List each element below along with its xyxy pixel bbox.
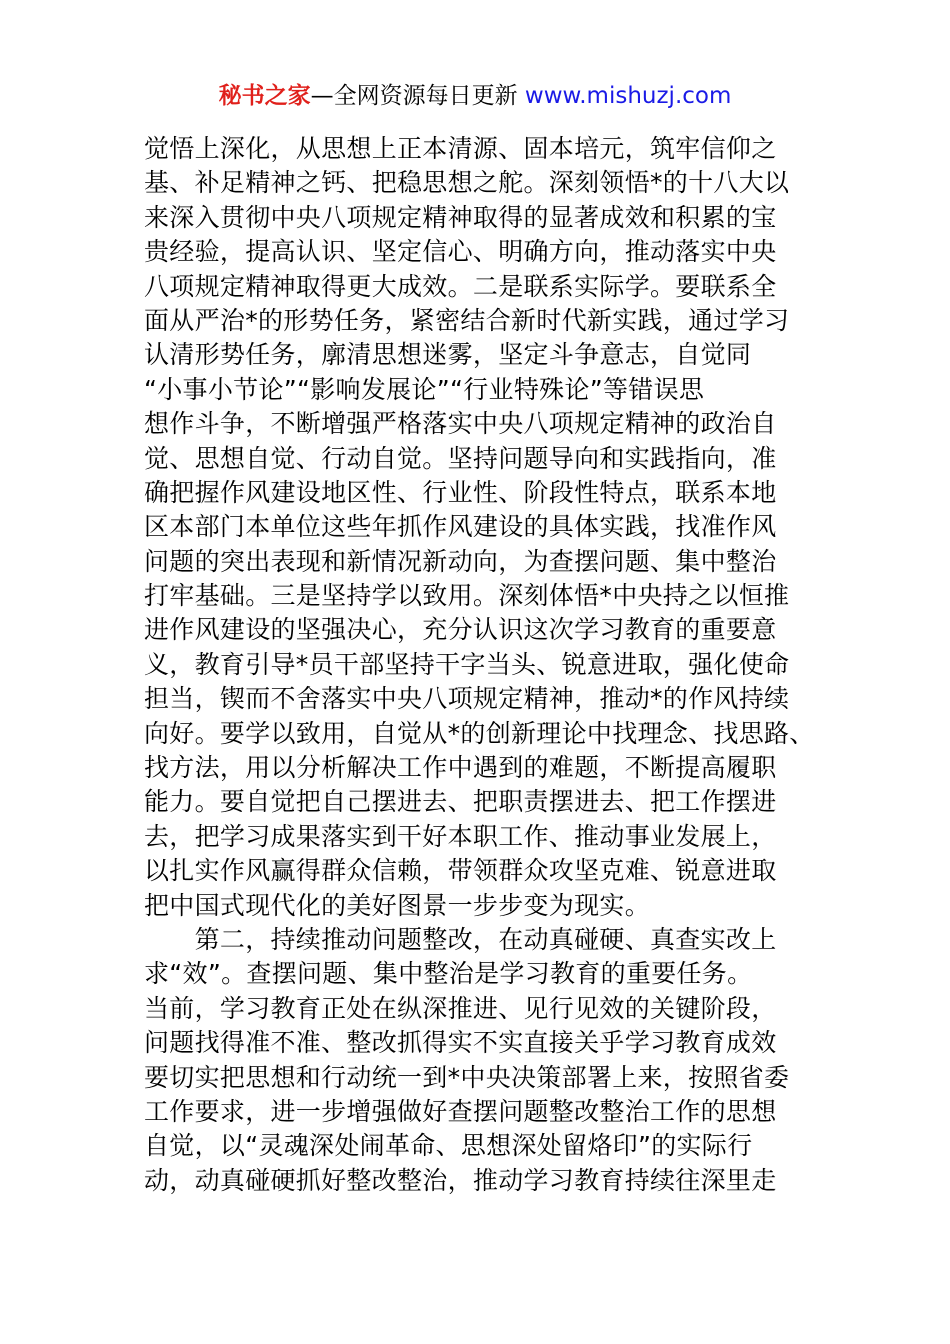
text-line: 觉悟上深化，从思想上正本清源、固本培元，筑牢信仰之 (144, 134, 777, 163)
text-line: 来深入贯彻中央八项规定精神取得的显著成效和积累的宝 (144, 202, 777, 232)
text-line: 工作要求，进一步增强做好查摆问题整改整治工作的思想 (144, 1096, 777, 1126)
page-header (0, 80, 950, 112)
text-line: 去，把学习成果落实到干好本职工作、推动事业发展上， (144, 821, 777, 851)
text-line: 能力。要自觉把自己摆进去、把职责摆进去、把工作摆进 (144, 787, 777, 817)
text-line: 义，教育引导*员干部坚持干字当头、锐意进取，强化使命 (144, 649, 790, 679)
text-line: 问题找得准不准、整改抓得实不实直接关乎学习教育成效 (144, 1028, 777, 1058)
text-line: 进作风建设的坚强决心，充分认识这次学习教育的重要意 (144, 615, 777, 645)
text-line: 认清形势任务，廓清思想迷雾，坚定斗争意志，自觉同 (144, 340, 752, 370)
document-body (144, 132, 814, 1198)
text-line: 当前，学习教育正处在纵深推进、见行见效的关键阶段， (144, 993, 777, 1023)
text-line: 区本部门本单位这些年抓作风建设的具体实践，找准作风 (144, 512, 777, 542)
site-link[interactable]: www.mishuzj.com (524, 83, 732, 109)
text-line: “小事小节论”“影响发展论”“行业特殊论”等错误思 (144, 374, 705, 404)
text-line: 八项规定精神取得更大成效。二是联系实际学。要联系全 (144, 271, 777, 301)
text-line: 求“效”。查摆问题、集中整治是学习教育的重要任务。 (144, 959, 753, 989)
text-line: 第二，持续推动问题整改，在动真碰硬、真查实改上 (144, 924, 777, 954)
text-line: 把中国式现代化的美好图景一步步变为现实。 (144, 890, 651, 920)
text-line: 贵经验，提高认识、坚定信心、明确方向，推动落实中央 (144, 237, 777, 267)
text-line: 向好。要学以致用，自觉从*的创新理论中找理念、找思路、 (144, 718, 815, 748)
text-line: 自觉，以“灵魂深处闹革命、思想深处留烙印”的实际行 (144, 1131, 753, 1161)
text-line: 问题的突出表现和新情况新动向，为查摆问题、集中整治 (144, 546, 777, 576)
text-line: 觉、思想自觉、行动自觉。坚持问题导向和实践指向，准 (144, 443, 777, 473)
text-line: 基、补足精神之钙、把稳思想之舵。深刻领悟*的十八大以 (144, 168, 790, 198)
brand-name: 秘书之家 (218, 83, 311, 109)
text-line: 确把握作风建设地区性、行业性、阶段性特点，联系本地 (144, 477, 777, 507)
text-line: 面从严治*的形势任务，紧密结合新时代新实践，通过学习 (144, 305, 790, 335)
text-line: 动，动真碰硬抓好整改整治，推动学习教育持续往深里走 (144, 1165, 777, 1195)
text-line: 要切实把思想和行动统一到*中央决策部署上来，按照省委 (144, 1062, 790, 1092)
text-line: 打牢基础。三是坚持学以致用。深刻体悟*中央持之以恒推 (144, 581, 790, 611)
text-line: 以扎实作风赢得群众信赖，带领群众攻坚克难、锐意进取 (144, 856, 777, 886)
text-line: 担当，锲而不舍落实中央八项规定精神，推动*的作风持续 (144, 684, 790, 714)
text-line: 想作斗争，不断增强严格落实中央八项规定精神的政治自 (144, 409, 777, 439)
text-line: 找方法，用以分析解决工作中遇到的难题，不断提高履职 (144, 753, 777, 783)
header-tagline: —全网资源每日更新 (310, 83, 525, 109)
